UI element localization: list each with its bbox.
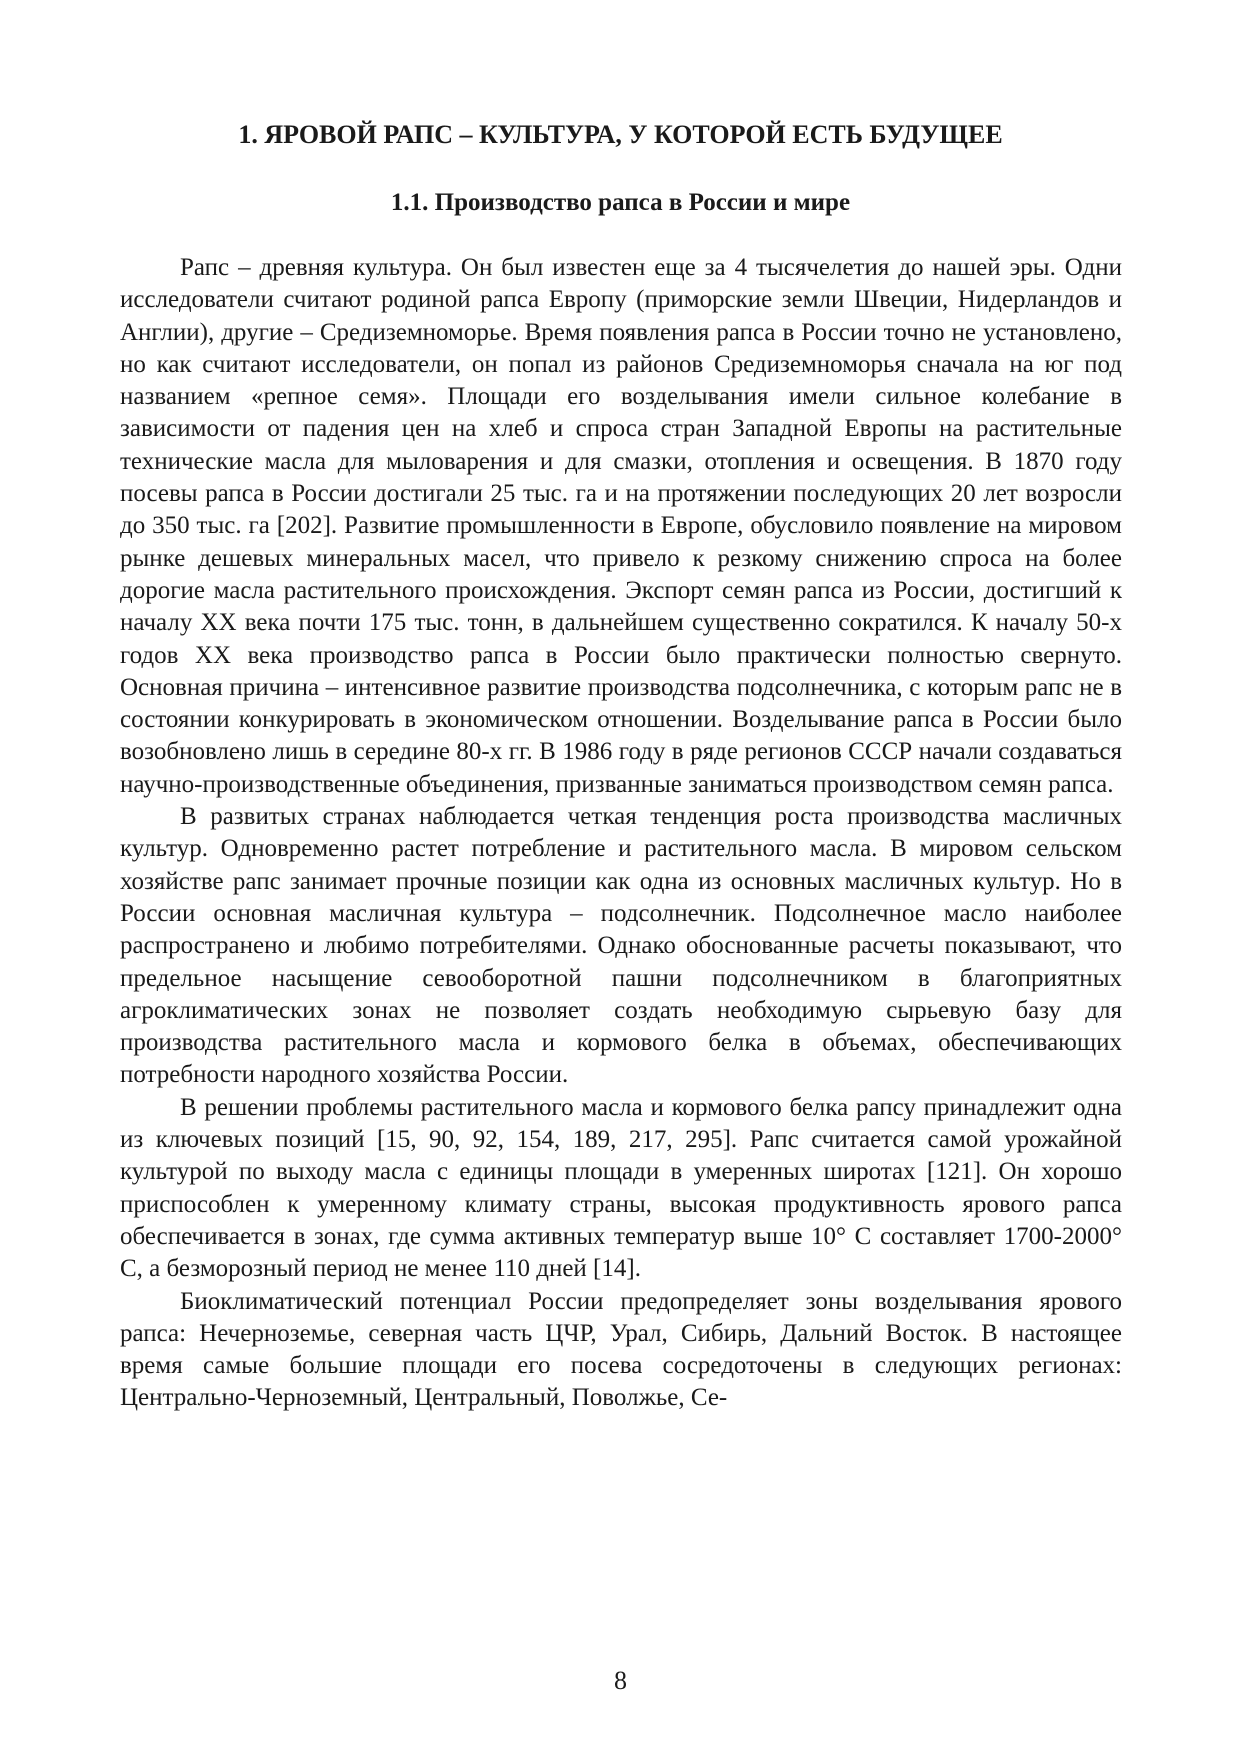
paragraph-history: Рапс – древняя культура. Он был известен еще за 4 тысячелетия до нашей эры. Одни исследователи считают родиной рапса Европу (приморские земли Швеции, Нидерландов и Англии), другие – Средиземноморье. Время появления рапса в России точно не установлено, но как считают исследователи, он попал из районов Средиземноморья сначала на юг под названием «репное семя». Площади его возделывания имели сильное колебание в зависимости от падения цен на хлеб и спроса стран Западной Европы на растительные технические масла для мыловарения и для смазки, отопления и освещения. В 1870 году посевы рапса в России достигали 25 тыс. га и на протяжении последующих 20 лет возросли до 350 тыс. га [202]. Развитие промышленности в Европе, обусловило появление на мировом рынке дешевых минеральных масел, что привело к резкому снижению спроса на более дорогие масла растительного происхождения. Экспорт семян рапса из России, достигший к началу XX века почти 175 тыс. тонн, в дальнейшем существенно сократился. К началу 50-х годов XX века производство рапса в России было практически полностью свернуто. Основная причина – интенсивное развитие производства подсолнечника, с которым рапс не в состоянии конкурировать в экономическом отношении. Возделывание рапса в России было возобновлено лишь в середине 80-х гг. В 1986 году в ряде регионов СССР начали создаваться научно-производственные объединения, призванные заниматься производством семян рапса. bbox=[120, 254, 1122, 798]
chapter-title: 1. ЯРОВОЙ РАПС – КУЛЬТУРА, У КОТОРОЙ ЕСТЬ БУДУЩЕЕ bbox=[238, 120, 1003, 149]
paragraph-rapeseed-role: В решении проблемы растительного масла и кормового белка рапсу принадлежит одна из ключевых позиций [15, 90, 92, 154, 189, 217, 295]. Рапс считается самой урожайной культурой по выходу масла с единицы площади в умеренных широтах [121]. Он хорошо приспособлен к умеренному климату страны, высокая продуктивность ярового рапса обеспечивается в зонах, где сумма активных температур выше 10° С составляет 1700-2000° С, а безморозный период не менее 110 дней [14]. bbox=[120, 1093, 1122, 1283]
paragraph-cultivation-zones: Биоклиматический потенциал России предопределяет зоны возделывания ярового рапса: Нечерноземье, северная часть ЦЧР, Урал, Сибирь, Дальний Восток. В настоящее время самые большие площади его посева сосредоточены в следующих регионах: Центрально-Черноземный, Центральный, Поволжье, Се- bbox=[120, 1287, 1122, 1412]
page-number: 8 bbox=[614, 1666, 627, 1695]
paragraph-oilseed-trends: В развитых странах наблюдается четкая тенденция роста производства масличных культур. Одновременно растет потребление и растительного масла. В мировом сельском хозяйстве рапс занимает прочные позиции как одна из основных масличных культур. Но в России основная масличная культура – подсолнечник. Подсолнечное масло наиболее распространено и любимо потребителями. Однако обоснованные расчеты показывают, что предельное насыщение севооборотной пашни подсолнечником в благоприятных агроклиматических зонах не позволяет создать необходимую сырьевую базу для производства растительного масла и кормового белка в объемах, обеспечивающих потребности народного хозяйства России. bbox=[120, 803, 1122, 1089]
section-title: 1.1. Производство рапса в России и мире bbox=[390, 189, 851, 216]
body-text bbox=[120, 252, 1122, 1415]
